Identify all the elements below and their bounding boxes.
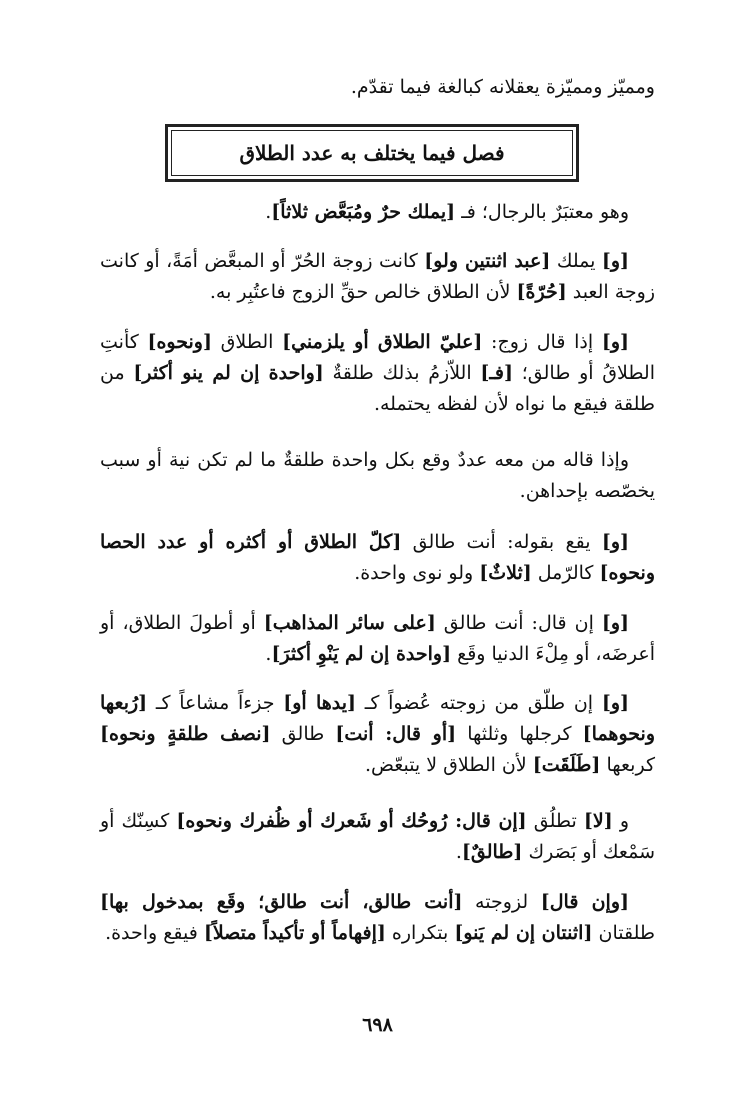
paragraph-8 <box>100 806 655 868</box>
text-span: يقع بقوله: أنت طالق <box>401 531 602 553</box>
matn-span: [إفهاماً أو تأكيداً متصلاً] <box>203 922 386 944</box>
text-span: إن قال: أنت طالق <box>435 612 602 634</box>
text-span: كرجلها وثلثها <box>456 723 583 745</box>
page-number: ٦٩٨ <box>362 1014 393 1036</box>
paragraph-7 <box>100 688 655 781</box>
text-span: كسِنّك أو سَمْعك أو بَصَرك <box>100 810 655 863</box>
text-span: . <box>265 643 272 665</box>
text-span: طلقتان <box>592 922 655 944</box>
matn-span: [واحدة إن لم يَنْوِ أكثرَ] <box>271 643 452 665</box>
text-span: . <box>265 201 272 223</box>
matn-span: [نصف طلقةٍ ونحوه] <box>100 723 271 745</box>
text-span: لأن الطلاق خالص حقِّ الزوج فاعتُبِر به. <box>209 281 517 303</box>
matn-span: [عليّ الطلاق أو يلزمني] <box>282 331 483 353</box>
text-span: كأنتِ الطلاقُ أو طالق؛ <box>100 331 656 384</box>
matn-span: [طالقٌ] <box>461 841 523 863</box>
text-span: طالق <box>270 723 336 745</box>
text-span: الطلاق <box>211 331 283 353</box>
paragraph-1 <box>100 197 655 228</box>
text-span: ولو نوى واحدة. <box>354 562 480 584</box>
paragraph-6 <box>100 608 655 670</box>
matn-span: [فـ] <box>480 362 514 384</box>
matn-span: [عبد اثنتين ولو] <box>424 250 551 272</box>
matn-span: [و] <box>601 331 629 353</box>
matn-span: [طَلَقَت] <box>532 754 601 776</box>
matn-span: [و] <box>601 612 630 634</box>
section-header-frame <box>165 124 579 182</box>
paragraph-3 <box>100 327 655 420</box>
text-span: لأن الطلاق لا يتبعّض. <box>364 754 533 776</box>
paragraph-4 <box>100 445 655 507</box>
text-span: فيقع واحدة. <box>105 922 204 944</box>
intro-text: ومميّز ومميّزة يعقلانه كبالغة فيما تقدّم. <box>350 76 655 98</box>
text-span: بتكراره <box>385 922 455 944</box>
matn-span: [على سائر المذاهب] <box>263 612 436 634</box>
text-span: إن طلّق من زوجته عُضواً كـ <box>356 692 602 714</box>
text-span: كربعها <box>600 754 655 776</box>
matn-span: [واحدة إن لم ينو أكثر] <box>133 362 324 384</box>
paragraph-2 <box>100 246 655 308</box>
matn-span: [ثلاثٌ] <box>479 562 532 584</box>
text-span: و <box>612 810 629 832</box>
intro-line <box>100 72 655 103</box>
text-span: . <box>455 841 462 863</box>
text-span: إذا قال زوج: <box>482 331 602 353</box>
matn-span: [رُبعها ونحوهما] <box>100 692 655 745</box>
matn-span: [حُرّةً] <box>516 281 567 303</box>
paragraph-9 <box>100 887 655 949</box>
text-span: تطلُق <box>526 810 584 832</box>
section-title: فصل فيما يختلف به عدد الطلاق <box>239 141 505 165</box>
matn-span: [و] <box>601 692 629 714</box>
matn-span: [أنت طالق، أنت طالق؛ وقَع بمدخول بها] <box>100 891 463 913</box>
text-span: وهو معتبَرٌ بالرجال؛ فـ <box>455 201 629 223</box>
matn-span: [وإن قال] <box>540 891 629 913</box>
matn-span: [اثنتان إن لم يَنو] <box>454 922 593 944</box>
text-span: اللاّزمُ بذلك طلقةٌ <box>323 362 481 384</box>
matn-span: [كلّ الطلاق أو أكثره أو عدد الحصا ونحوه] <box>100 531 655 584</box>
text-span: كانت زوجة الحُرّ أو المبعَّض أمَةً، أو كانت زوجة العبد <box>100 250 655 303</box>
paragraph-5 <box>100 527 655 589</box>
matn-span: [و] <box>601 250 630 272</box>
text-span: كالرّمل <box>531 562 600 584</box>
matn-span: [يدها أو] <box>283 692 357 714</box>
matn-span: [ونحوه] <box>147 331 212 353</box>
matn-span: [لا] <box>583 810 613 832</box>
text-span: لزوجته <box>462 891 541 913</box>
text-span: وإذا قاله من معه عددٌ وقع بكل واحدة طلقةٌ ما لم تكن نية أو سبب يخصّصه بإحداهن. <box>100 449 655 502</box>
matn-span: [يملك حرٌ ومُبَعَّض ثلاثاً] <box>271 201 456 223</box>
matn-span: [إن قال: رُوحُك أو شَعرك أو ظُفرك ونحوه] <box>176 810 527 832</box>
text-span: من طلقة فيقع ما نواه لأن لفظه يحتمله. <box>100 362 655 415</box>
text-span: يملك <box>550 250 602 272</box>
matn-span: [و] <box>601 531 629 553</box>
text-span: جزءاً مشاعاً كـ <box>147 692 284 714</box>
matn-span: [أو قال: أنت] <box>335 723 457 745</box>
text-span: أو أطولَ الطلاق، أو أعرضَه، أو مِلْءَ الدنيا وقَع <box>100 612 655 665</box>
